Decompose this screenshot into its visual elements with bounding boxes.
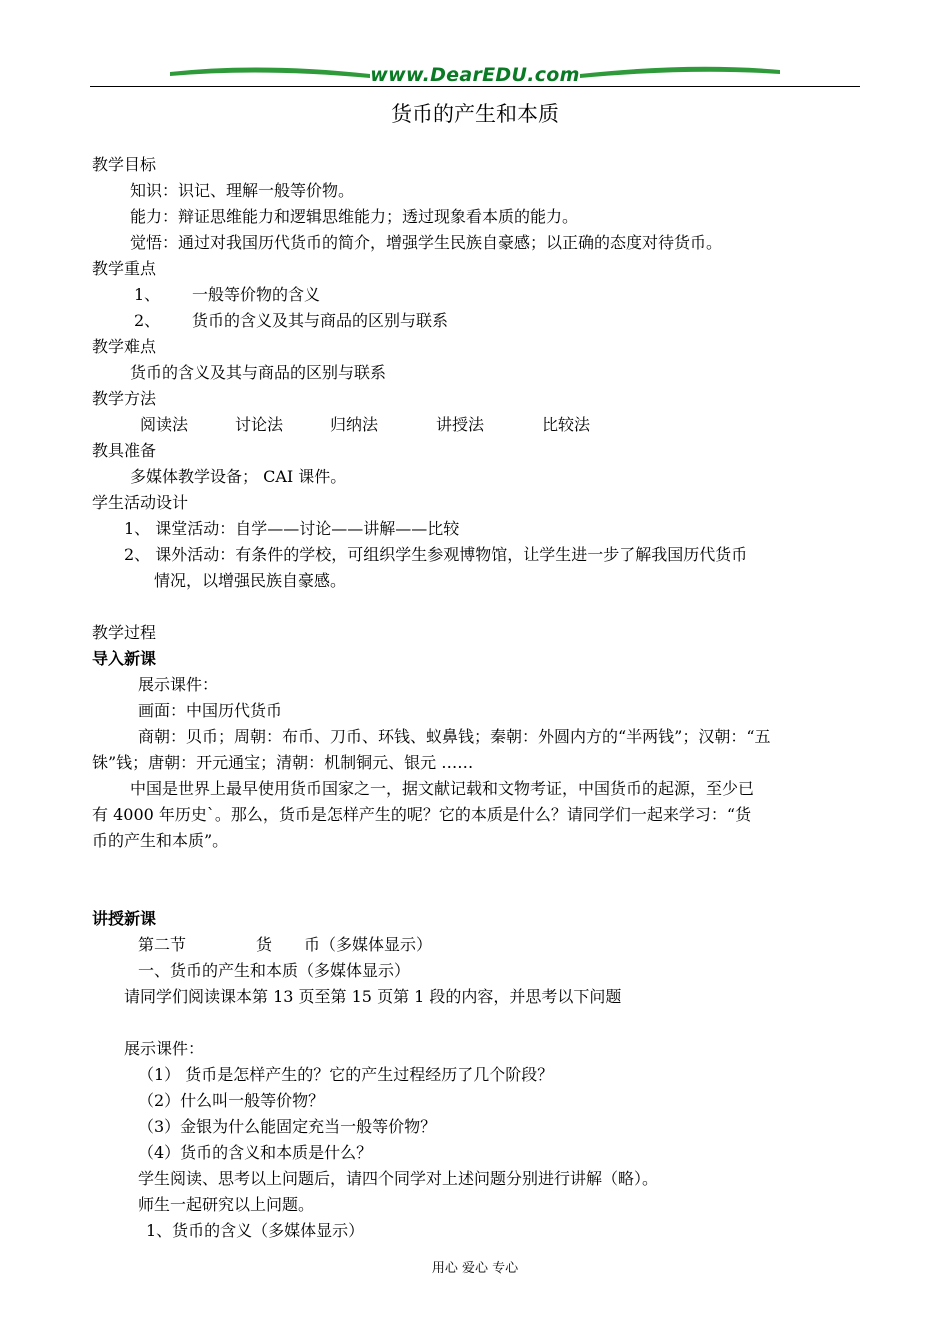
tools-text: 多媒体教学设备； CAI 课件。 <box>130 467 347 486</box>
intro-show: 展示课件： <box>138 675 219 694</box>
intro-paragraph-line-1: 中国是世界上最早使用货币国家之一，据文献记载和文物考证，中国货币的起源，至少已 <box>130 779 755 798</box>
method-item: 归纳法 <box>330 415 379 434</box>
key-point-1: 一般等价物的含义 <box>192 285 321 304</box>
key-points-heading: 教学重点 <box>92 259 157 278</box>
objective-knowledge: 知识：识记、理解一般等价物。 <box>130 181 355 200</box>
question-1: （1） 货币是怎样产生的？它的产生过程经历了几个阶段？ <box>138 1065 554 1084</box>
dynasties-line-1: 商朝：贝币；周朝：布币、刀币、环钱、蚁鼻钱；秦朝：外圆内方的“半两钱”；汉朝：“五 <box>138 727 771 746</box>
activity-2: 2、 课外活动：有条件的学校，可组织学生参观博物馆，让学生进一步了解我国历代货币 <box>124 545 748 564</box>
dynasties-line-2: 铢”钱；唐朝：开元通宝；清朝：机制铜元、银元 …… <box>92 753 474 772</box>
study-together: 师生一起研究以上问题。 <box>138 1195 315 1214</box>
activity-1: 1、 课堂活动：自学——讨论——讲解——比较 <box>124 519 460 538</box>
section-label: 第二节 <box>138 935 187 954</box>
question-3: （3）金银为什么能固定充当一般等价物？ <box>138 1117 437 1136</box>
process-heading: 教学过程 <box>92 623 157 642</box>
section-char-2: 币（多媒体显示） <box>304 935 433 954</box>
intro-paragraph-line-2: 有 4000 年历史`。那么，货币是怎样产生的呢？它的本质是什么？请同学们一起来学习：“货 <box>92 805 752 824</box>
site-logo[interactable]: www.DearEDU.com <box>370 64 580 86</box>
difficulty-heading: 教学难点 <box>92 337 157 356</box>
intro-paragraph-line-3: 币的产生和本质”。 <box>92 831 229 850</box>
page-title: 货币的产生和本质 <box>391 102 559 126</box>
intro-heading: 导入新课 <box>92 649 157 668</box>
difficulty-text: 货币的含义及其与商品的区别与联系 <box>130 363 387 382</box>
activity-2-continued: 情况，以增强民族自豪感。 <box>154 571 347 590</box>
key-point-2-number: 2、 <box>134 311 161 330</box>
section-char-1: 货 <box>256 935 273 954</box>
method-item: 比较法 <box>542 415 591 434</box>
objective-ability: 能力：辩证思维能力和逻辑思维能力；透过现象看本质的能力。 <box>130 207 579 226</box>
new-lesson-heading: 讲授新课 <box>92 909 157 928</box>
objectives-heading: 教学目标 <box>92 155 157 174</box>
intro-screen: 画面：中国历代货币 <box>138 701 283 720</box>
page-footer: 用心 爱心 专心 <box>431 1261 519 1276</box>
subsection-title: 一、货币的产生和本质（多媒体显示） <box>138 961 411 980</box>
method-item: 讲授法 <box>436 415 485 434</box>
after-reading: 学生阅读、思考以上问题后，请四个同学对上述问题分别进行讲解（略）。 <box>138 1169 659 1188</box>
objective-awareness: 觉悟：通过对我国历代货币的简介，增强学生民族自豪感；以正确的态度对待货币。 <box>130 233 723 252</box>
key-point-2: 货币的含义及其与商品的区别与联系 <box>192 311 449 330</box>
question-2: （2）什么叫一般等价物？ <box>138 1091 325 1110</box>
tools-heading: 教具准备 <box>92 441 157 460</box>
question-4: （4）货币的含义和本质是什么？ <box>138 1143 373 1162</box>
point-1: 1、货币的含义（多媒体显示） <box>146 1221 365 1240</box>
new-lesson-show: 展示课件： <box>124 1039 205 1058</box>
method-item: 讨论法 <box>235 415 284 434</box>
methods-heading: 教学方法 <box>92 389 157 408</box>
activities-heading: 学生活动设计 <box>92 493 189 512</box>
method-item: 阅读法 <box>140 415 189 434</box>
header-divider <box>90 86 860 87</box>
reading-instruction: 请同学们阅读课本第 13 页至第 15 页第 1 段的内容，并思考以下问题 <box>124 987 622 1006</box>
key-point-1-number: 1、 <box>134 285 161 304</box>
